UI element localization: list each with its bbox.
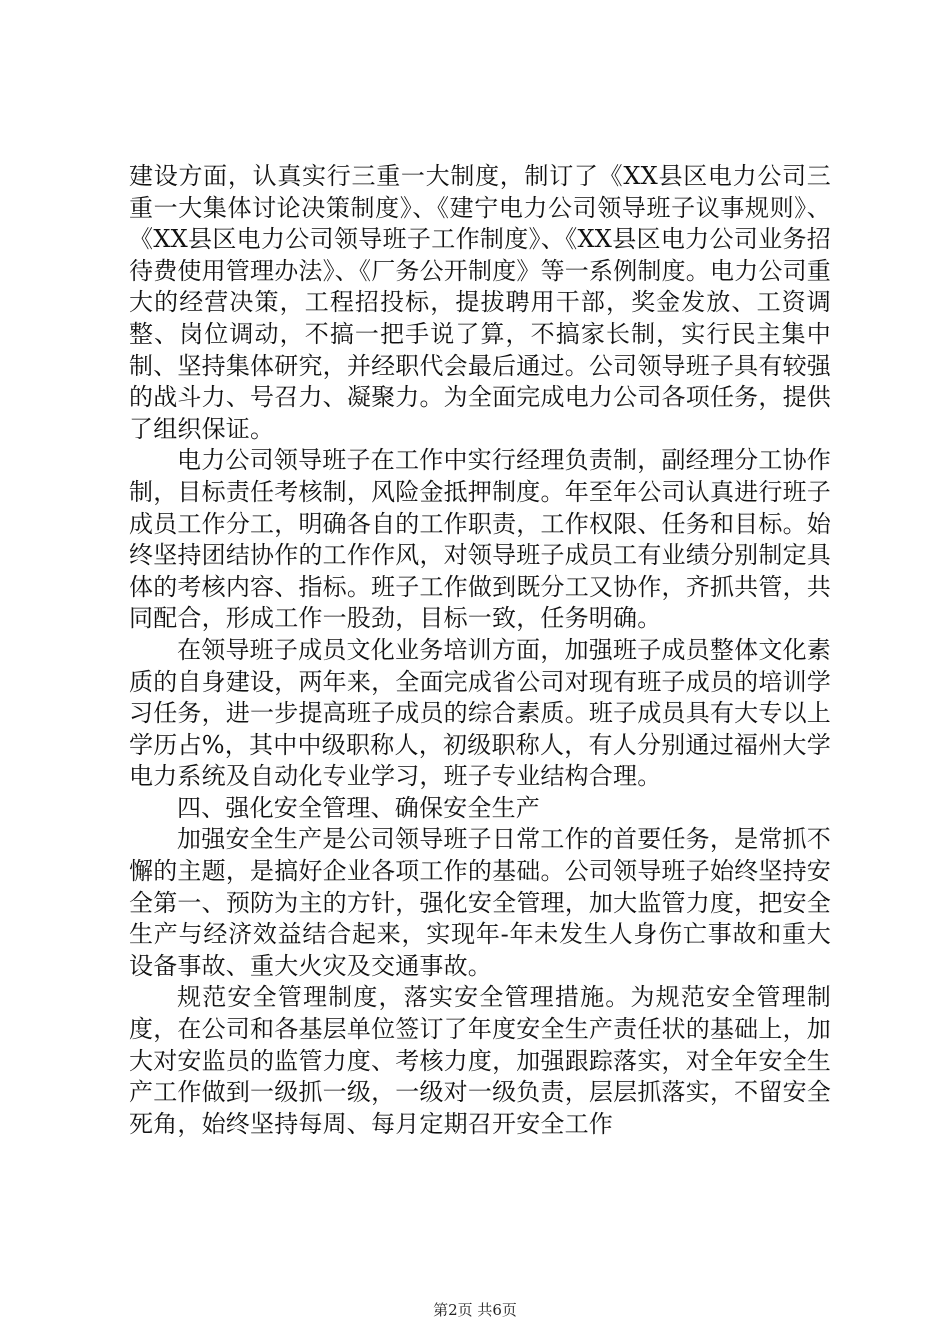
paragraph-4: 加强安全生产是公司领导班子日常工作的首要任务，是常抓不懈的主题，是搞好企业各项工作的基础。公司领导班子始终坚持安全第一、预防为主的方针，强化安全管理，加大监管力度，把安全生产与经济效益结合起来，实现年-年未发生人身伤亡事故和重大设备事故、重大火灾及交通事故。 [129, 825, 831, 980]
section-heading: 四、强化安全管理、确保安全生产 [177, 793, 540, 822]
paragraph-3: 在领导班子成员文化业务培训方面，加强班子成员整体文化素质的自身建设，两年来，全面完成省公司对现有班子成员的培训学习任务，进一步提高班子成员的综合素质。班子成员具有大专以上学历占%，其中中级职称人，初级职称人，有人分别通过福州大学电力系统及自动化专业学习，班子专业结构合理。 [129, 635, 831, 791]
paragraph-2: 电力公司领导班子在工作中实行经理负责制，副经理分工协作制，目标责任考核制，风险金抵押制度。年至年公司认真进行班子成员工作分工，明确各自的工作职责，工作权限、任务和目标。始终坚持团结协作的工作作风，对领导班子成员工有业绩分别制定具体的考核内容、指标。班子工作做到既分工又协作，齐抓共管，共同配合，形成工作一股劲，目标一致，任务明确。 [129, 446, 831, 633]
page-footer [0, 1300, 950, 1320]
page-number-label: 第2页 共6页 [433, 1301, 517, 1319]
paragraph-1: 建设方面，认真实行三重一大制度，制订了《XX县区电力公司三重一大集体讨论决策制度》、《建宁电力公司领导班子议事规则》、《XX县区电力公司领导班子工作制度》、《XX县区电力公司业务招待费使用管理办法》、《厂务公开制度》等一系例制度。电力公司重大的经营决策，工程招投标，提拔聘用干部，奖金发放、工资调整、岗位调动，不搞一把手说了算，不搞家长制，实行民主集中制、坚持集体研究，并经职代会最后通过。公司领导班子具有较强的战斗力、号召力、凝聚力。为全面完成电力公司各项任务，提供了组织保证。 [129, 162, 831, 443]
paragraph-5: 规范安全管理制度，落实安全管理措施。为规范安全管理制度，在公司和各基层单位签订了年度安全生产责任状的基础上，加大对安监员的监管力度、考核力度，加强跟踪落实，对全年安全生产工作做到一级抓一级，一级对一级负责，层层抓落实，不留安全死角，始终坚持每周、每月定期召开安全工作 [129, 983, 831, 1138]
document-body [129, 161, 831, 1140]
